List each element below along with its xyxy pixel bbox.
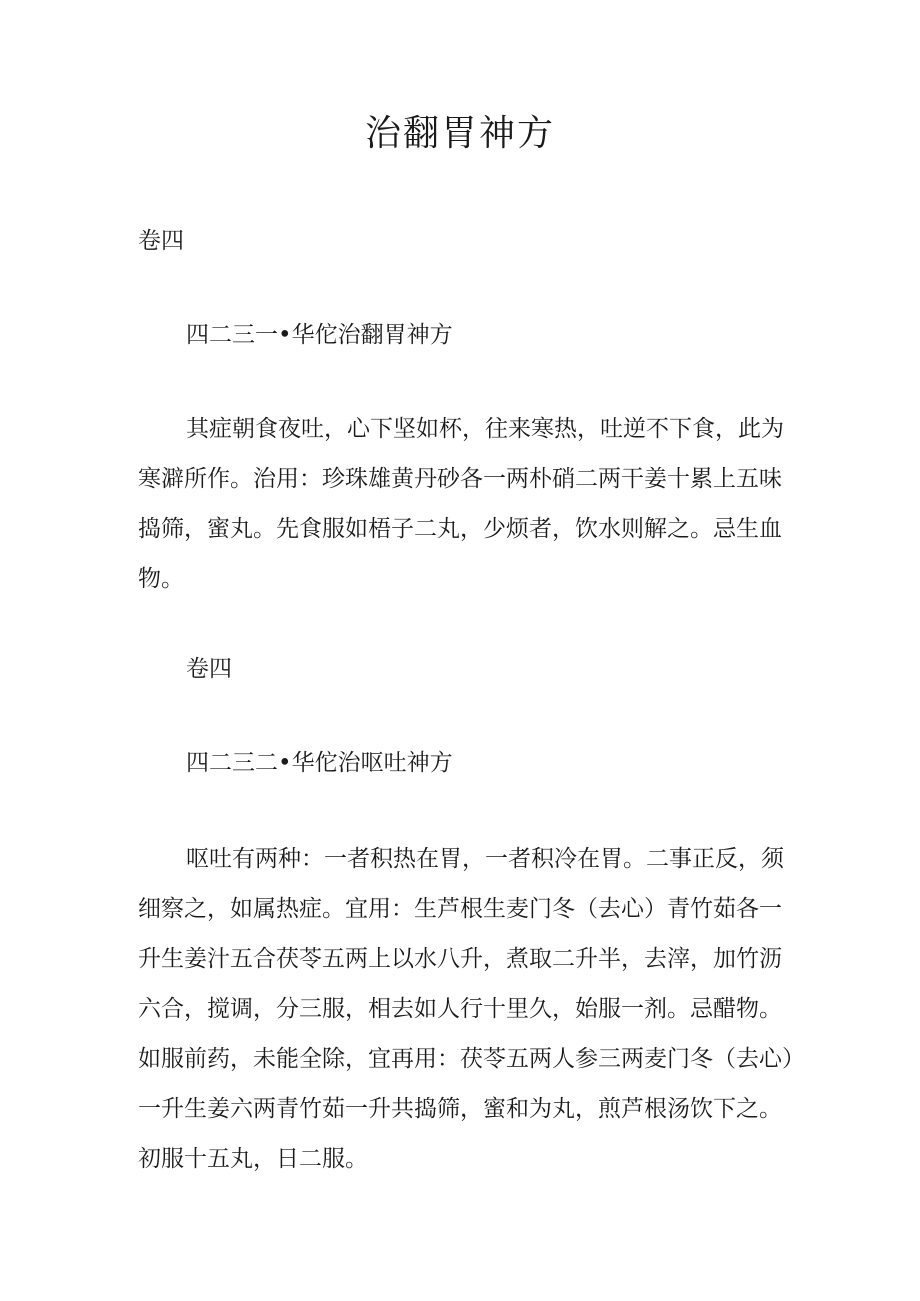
entry-1-line-4: 物。	[138, 566, 184, 592]
volume-label-1: 卷四	[138, 228, 184, 254]
entry-2-line-2: 细察之，如属热症。宜用：生芦根生麦门冬（去心）青竹茹各一	[138, 896, 782, 922]
entry-2-line-4: 六合，搅调，分三服，相去如人行十里久，始服一剂。忌醋物。	[138, 996, 782, 1022]
entry-2-line-7: 初服十五丸，日二服。	[138, 1146, 368, 1172]
entry-heading-2: 四二三二•华佗治呕吐神方	[186, 750, 453, 776]
entry-body-1	[138, 404, 788, 604]
entry-2-line-3: 升生姜汁五合茯苓五两上以水八升，煮取二升半，去滓，加竹沥	[138, 946, 782, 972]
volume-label-2: 卷四	[186, 656, 232, 682]
entry-1-line-3: 捣筛，蜜丸。先食服如梧子二丸，少烦者，饮水则解之。忌生血	[138, 516, 782, 542]
entry-1-line-1: 其症朝食夜吐，心下坚如杯，往来寒热，吐逆不下食，此为	[186, 416, 784, 442]
entry-2-line-5: 如服前药，未能全除，宜再用：茯苓五两人参三两麦门冬（去心）	[138, 1046, 805, 1072]
entry-2-line-1: 呕吐有两种：一者积热在胃，一者积冷在胃。二事正反，须	[186, 846, 784, 872]
entry-body-2	[138, 834, 805, 1184]
page-title: 治翻胃神方	[364, 113, 555, 154]
entry-1-line-2: 寒澼所作。治用：珍珠雄黄丹砂各一两朴硝二两干姜十累上五味	[138, 466, 782, 492]
entry-heading-1: 四二三一•华佗治翻胃神方	[186, 322, 453, 348]
entry-2-line-6: 一升生姜六两青竹茹一升共捣筛，蜜和为丸，煎芦根汤饮下之。	[138, 1096, 782, 1122]
